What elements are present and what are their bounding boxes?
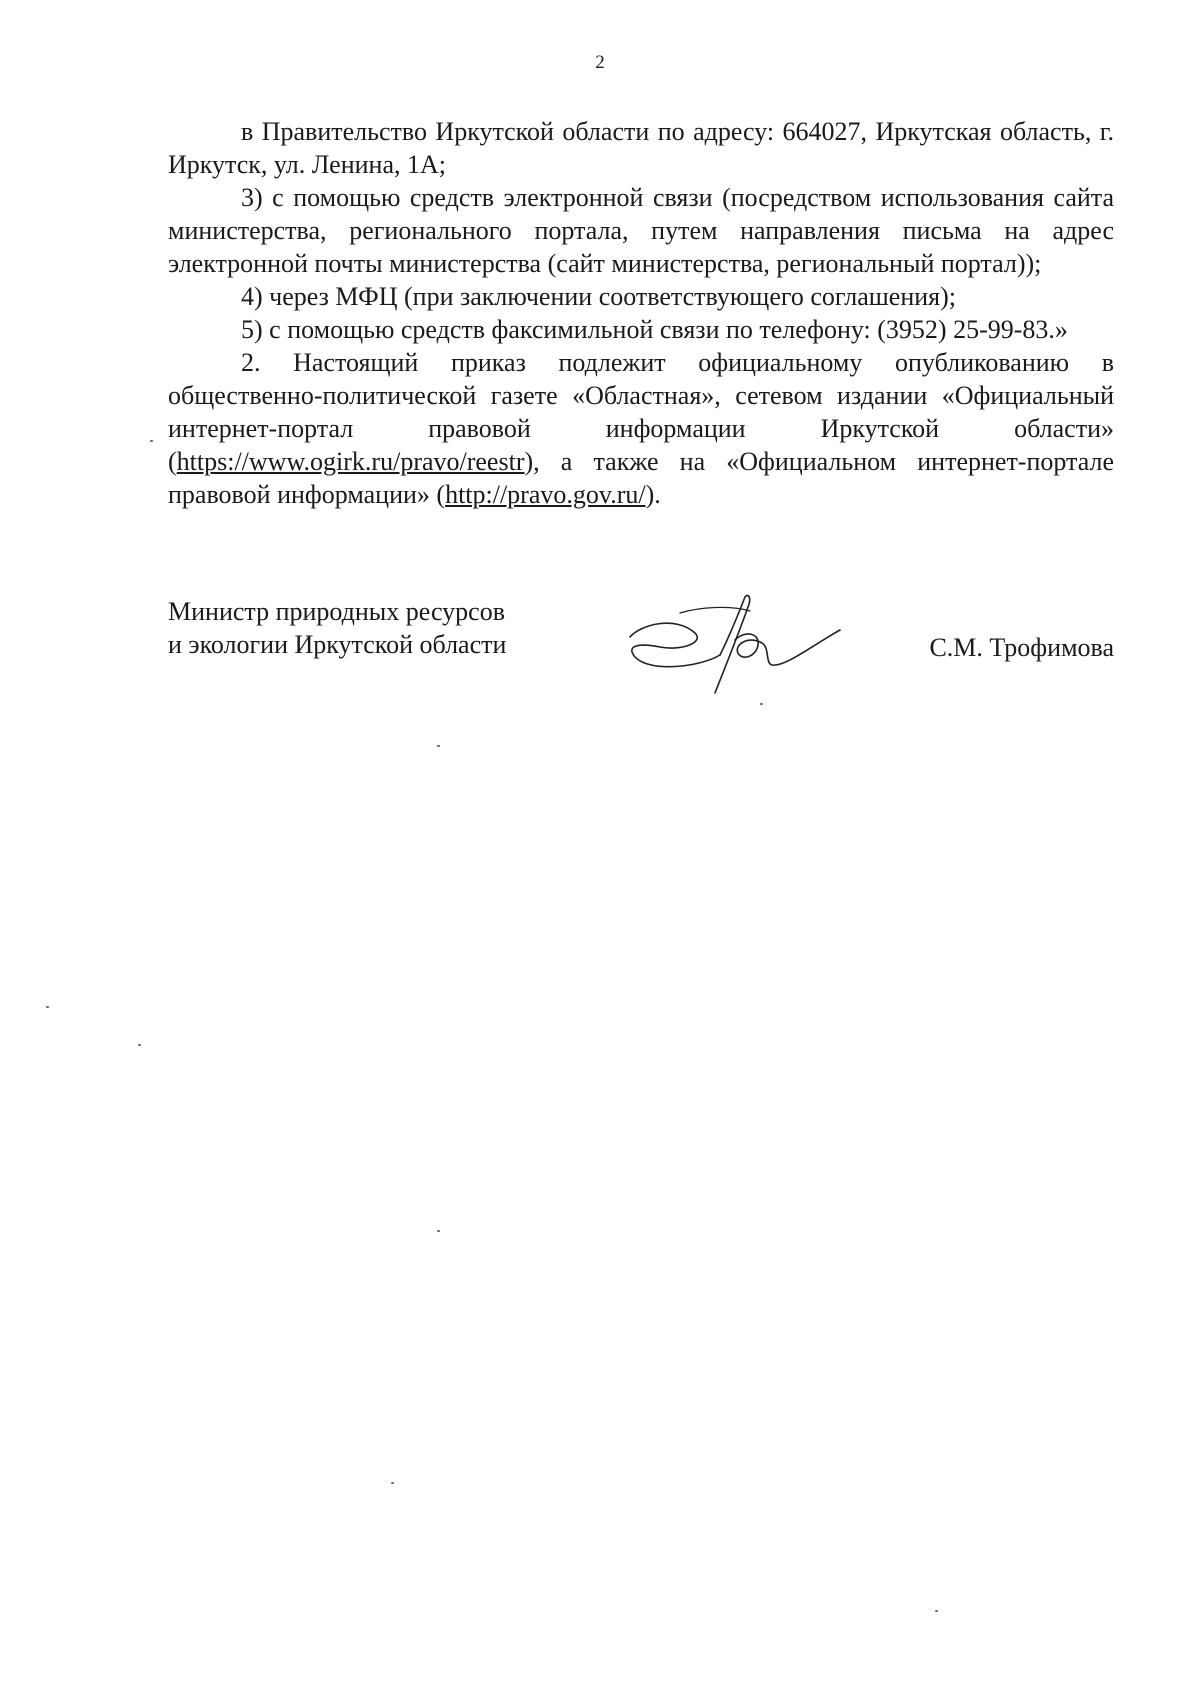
- scan-speck: [150, 440, 153, 442]
- link-ogirk[interactable]: https://www.ogirk.ru/pravo/reestr: [176, 447, 525, 476]
- paragraph-address: в Правительство Иркутской области по адресу: 664027, Иркутская область, г. Иркутск, ул. Ленина, 1А;: [168, 117, 1114, 179]
- scan-speck: [46, 1006, 49, 1008]
- scan-speck: [760, 703, 763, 705]
- scan-speck: [391, 1482, 394, 1484]
- paragraph-publication: [168, 346, 1114, 511]
- scan-speck: [935, 1610, 938, 1612]
- paragraph-fax: 5) с помощью средств факсимильной связи по телефону: (3952) 25-99-83.»: [241, 315, 1068, 344]
- publication-text-1: 2. Настоящий приказ подлежит официальному опубликованию в общественно-политической газете «Областная», сетевом издании «Официальный интернет-портал правовой информации Иркутской области» (: [168, 348, 1114, 476]
- paragraph-electronic: 3) с помощью средств электронной связи (посредством использования сайта министерства, регионального портала, путем направления письма на адрес электронной почты министерства (сайт министерства, региональный портал));: [168, 183, 1114, 278]
- paragraph-mfc: 4) через МФЦ (при заключении соответствующего соглашения);: [241, 282, 957, 311]
- handwritten-signature: [620, 585, 850, 705]
- page-number: 2: [595, 52, 605, 73]
- publication-text-2: ), а также на «Официальном интернет-портале правовой информации» (: [168, 447, 1114, 509]
- scan-speck: [437, 745, 440, 747]
- signatory-title-line-2: и экологии Иркутской области: [168, 630, 507, 659]
- publication-text-3: ).: [645, 480, 661, 509]
- scan-speck: [138, 1044, 141, 1046]
- signature-block: [168, 595, 1114, 705]
- signatory-title-line-1: Министр природных ресурсов: [168, 597, 505, 626]
- document-body: [168, 115, 1114, 511]
- link-pravo-gov[interactable]: http://pravo.gov.ru/: [445, 480, 646, 509]
- scan-speck: [437, 1230, 440, 1232]
- signatory-name: С.М. Трофимова: [929, 633, 1114, 662]
